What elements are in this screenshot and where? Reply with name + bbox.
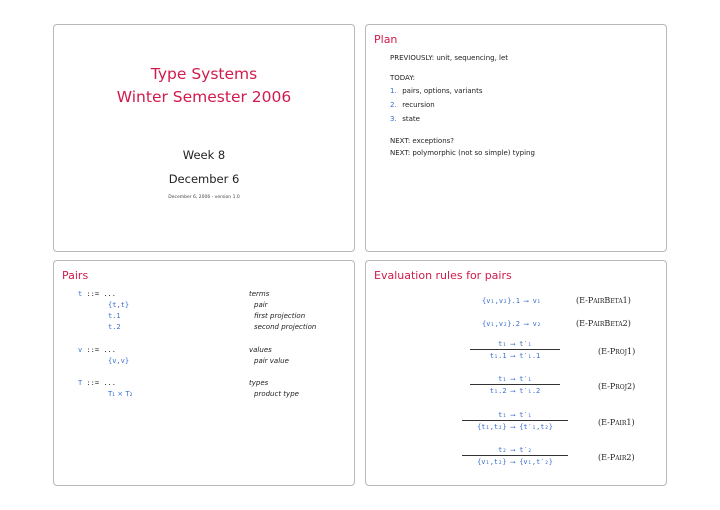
value-symbol: v ::= ... [78,346,116,354]
inference-rule [470,375,560,395]
plan-item-number: 1. [390,87,397,95]
version-label: December 6, 2006 - version 1.0 [168,195,240,200]
rule-conclusion: {t₁,t₂} ⟶ {t′₁,t₂} [477,423,553,431]
inference-rule [462,411,568,431]
next-line-2: NEXT: polymorphic (not so simple) typing [390,149,535,157]
pairval-term: {v,v} [108,357,130,365]
inference-rule [462,446,568,466]
rule-premise: t₁ ⟶ t′₁ [462,411,568,421]
rule-conclusion: t₁.2 ⟶ t′₁.2 [489,387,541,395]
plan-item-text: pairs, options, variants [402,87,483,95]
proj1-label: first projection [254,312,306,320]
rule-name: (E-Pair2) [598,453,635,462]
inference-rule [470,340,560,360]
proj2-term: t.2 [108,323,121,331]
proj1-term: t.1 [108,312,121,320]
eval-rules-slide [365,260,667,486]
rule-name: (E-PairBeta2) [576,319,631,328]
rule-name: (E-Proj1) [598,347,636,356]
plan-item-number: 2. [390,101,397,109]
title-slide [53,24,355,252]
pair-label: pair [254,301,268,309]
types-label: types [249,379,269,387]
rule-formula: {v₁,v₂}.2 ⟶ v₂ [482,320,542,328]
week-label: Week 8 [182,148,226,162]
frame-title: Evaluation rules for pairs [374,269,512,282]
values-label: values [249,346,272,354]
title-line-1: Type Systems [150,65,258,83]
term-symbol: t ::= ... [78,290,116,298]
plan-item [390,101,435,109]
product-label: product type [254,390,299,398]
plan-item [390,87,483,95]
proj2-label: second projection [254,323,317,331]
rule-conclusion: {v₁,t₂} ⟶ {v₁,t′₂} [477,458,553,466]
rule-conclusion: t₁.1 ⟶ t′₁.1 [489,352,541,360]
plan-slide [365,24,667,252]
title-line-2: Winter Semester 2006 [116,88,292,106]
plan-item-text: state [402,115,420,123]
plan-item [390,115,420,123]
plan-item-text: recursion [402,101,435,109]
date-label: December 6 [168,172,240,186]
product-type: T₁ × T₂ [108,390,133,398]
rule-name: (E-PairBeta1) [576,296,631,305]
frame-title: Plan [374,33,398,46]
terms-label: terms [249,290,270,298]
plan-item-number: 3. [390,115,397,123]
rule-premise: t₁ ⟶ t′₁ [470,375,560,385]
rule-name: (E-Pair1) [598,418,635,427]
rule-premise: t₂ ⟶ t′₂ [462,446,568,456]
rule-formula: {v₁,v₂}.1 ⟶ v₁ [482,297,542,305]
previously-line: PREVIOUSLY: unit, sequencing, let [390,54,509,62]
pairval-label: pair value [254,357,289,365]
rule-premise: t₁ ⟶ t′₁ [470,340,560,350]
pairs-slide [53,260,355,486]
next-line-1: NEXT: exceptions? [390,137,454,145]
pair-term: {t,t} [108,301,130,309]
frame-title: Pairs [62,269,89,282]
today-line: TODAY: [390,74,416,82]
type-symbol: T ::= ... [78,379,116,387]
rule-name: (E-Proj2) [598,382,636,391]
